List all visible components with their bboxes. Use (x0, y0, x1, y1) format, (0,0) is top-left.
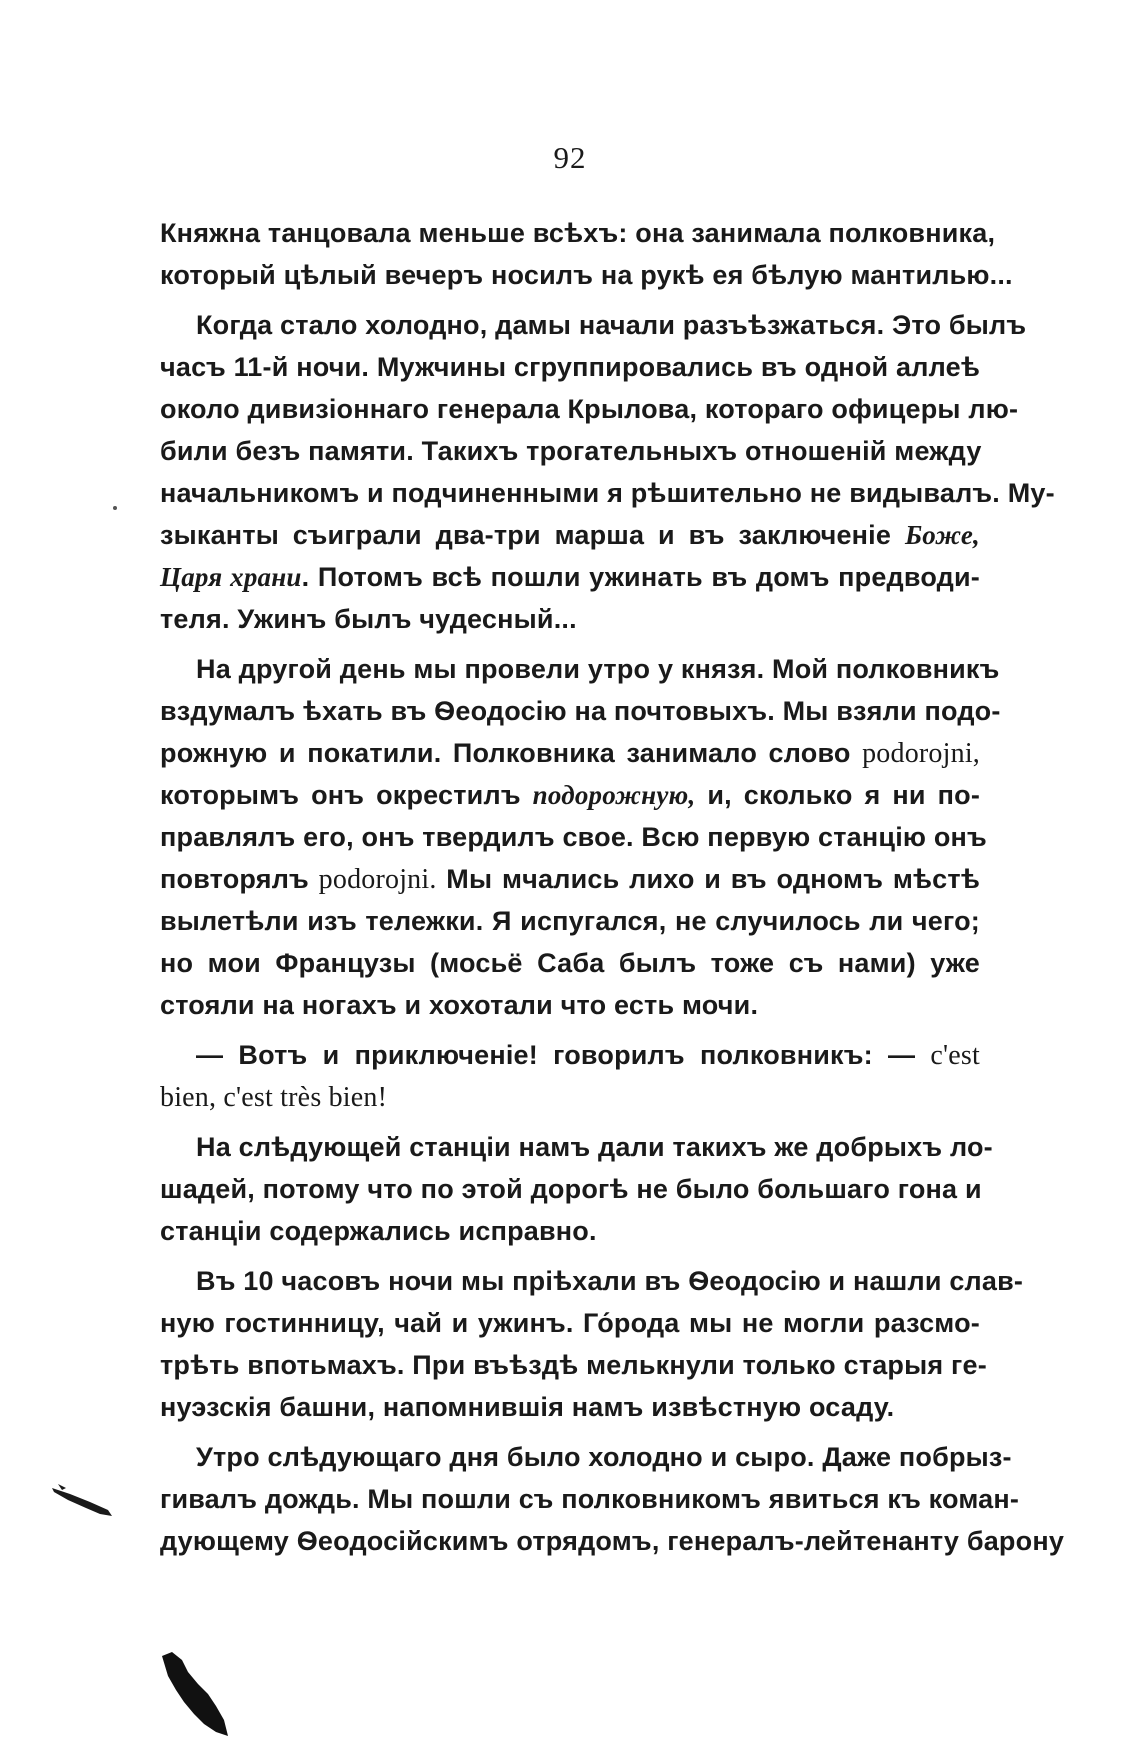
text-line: вылетѣли изъ тележки. Я испугался, не случилось ли чего; (160, 906, 980, 936)
text-segment: повторялъ (160, 864, 309, 894)
text-segment: зыканты съиграли два-три марша и въ заключеніе (160, 520, 892, 550)
paragraph (160, 1126, 993, 1252)
latin-word: podorojni, (862, 738, 980, 769)
text-line: шадей, потому что по этой дорогѣ не было большаго гона и (160, 1174, 982, 1204)
text-line: часъ 11-й ночи. Мужчины сгруппировались въ одной аллеѣ (160, 352, 980, 382)
text-segment: . Потомъ всѣ пошли ужинать въ домъ предводи- (301, 562, 980, 592)
italic-phrase: Боже, (904, 520, 981, 550)
paragraph (160, 1436, 1065, 1562)
text-line: вздумалъ ѣхать въ Ѳеодосію на почтовыхъ. Мы взяли подо- (160, 696, 1001, 726)
text-line: дующему Ѳеодосійскимъ отрядомъ, генералъ-лейтенанту барону (160, 1526, 1065, 1556)
text-line (160, 556, 980, 598)
body-text (160, 212, 1065, 1562)
text-line: Когда стало холодно, дамы начали разъѣзжаться. Это былъ (196, 310, 1027, 340)
paragraph (160, 648, 1001, 1026)
text-segment: Мы мчались лихо и въ одномъ мѣстѣ (446, 864, 980, 894)
paragraph (160, 1260, 1024, 1428)
italic-phrase: подорожную, (532, 780, 696, 810)
page-number: 92 (553, 140, 587, 175)
paragraph (160, 1034, 980, 1118)
ink-smudge-icon (50, 1480, 130, 1520)
text-line: Въ 10 часовъ ночи мы пріѣхали въ Ѳеодосію и нашли слав- (196, 1266, 1024, 1296)
text-line (160, 732, 980, 774)
italic-phrase: Царя храни (160, 562, 302, 592)
text-line: около дивизіоннаго генерала Крылова, котораго офицеры лю- (160, 394, 1019, 424)
text-line: Утро слѣдующаго дня было холодно и сыро. Даже побрыз- (196, 1442, 1012, 1472)
text-line: На слѣдующей станціи намъ дали такихъ же добрыхъ ло- (196, 1132, 993, 1162)
ink-blot-icon (158, 1650, 238, 1740)
text-segment: которымъ онъ окрестилъ (160, 780, 521, 810)
text-line: На другой день мы провели утро у князя. Мой полковникъ (196, 654, 1000, 684)
text-line: Княжна танцовала меньше всѣхъ: она занимала полковника, (160, 218, 996, 248)
text-line (160, 1034, 980, 1076)
latin-phrase: bien, c'est très bien! (160, 1082, 388, 1113)
text-line: ную гостинницу, чай и ужинъ. Го́рода мы не могли разсмо- (160, 1308, 980, 1338)
text-line: трѣть впотьмахъ. При въѣздѣ мелькнули только старыя ге- (160, 1350, 987, 1380)
text-line (160, 514, 980, 556)
text-line: били безъ памяти. Такихъ трогательныхъ отношеній между (160, 436, 982, 466)
latin-word: c'est (930, 1040, 980, 1071)
text-line: который цѣлый вечеръ носилъ на рукѣ ея бѣлую мантилью... (160, 260, 1013, 290)
latin-word: podorojni. (318, 864, 437, 895)
margin-dot-icon (112, 505, 118, 511)
text-line: стояли на ногахъ и хохотали что есть мочи. (160, 990, 759, 1020)
text-line: станціи содержались исправно. (160, 1216, 597, 1246)
text-segment: — Вотъ и приключеніе! говорилъ полковникъ: — (196, 1040, 916, 1070)
text-line (160, 1076, 980, 1118)
paragraph (160, 212, 1013, 296)
text-line: нуэзскія башни, напомнившія намъ извѣстную осаду. (160, 1392, 895, 1422)
text-segment: и, сколько я ни по- (707, 780, 981, 810)
text-line: но мои Французы (мосьё Саба былъ тоже съ нами) уже (160, 948, 980, 978)
text-line: гивалъ дождь. Мы пошли съ полковникомъ явиться къ коман- (160, 1484, 1020, 1514)
text-line: правлялъ его, онъ твердилъ свое. Всю первую станцію онъ (160, 822, 987, 852)
text-segment: рожную и покатили. Полковника занимало слово (160, 738, 851, 768)
text-line: начальникомъ и подчиненными я рѣшительно не видывалъ. Му- (160, 478, 1055, 508)
text-line (160, 858, 980, 900)
text-line (160, 774, 980, 816)
paragraph (160, 304, 1055, 640)
text-line: теля. Ужинъ былъ чудесный... (160, 604, 577, 634)
